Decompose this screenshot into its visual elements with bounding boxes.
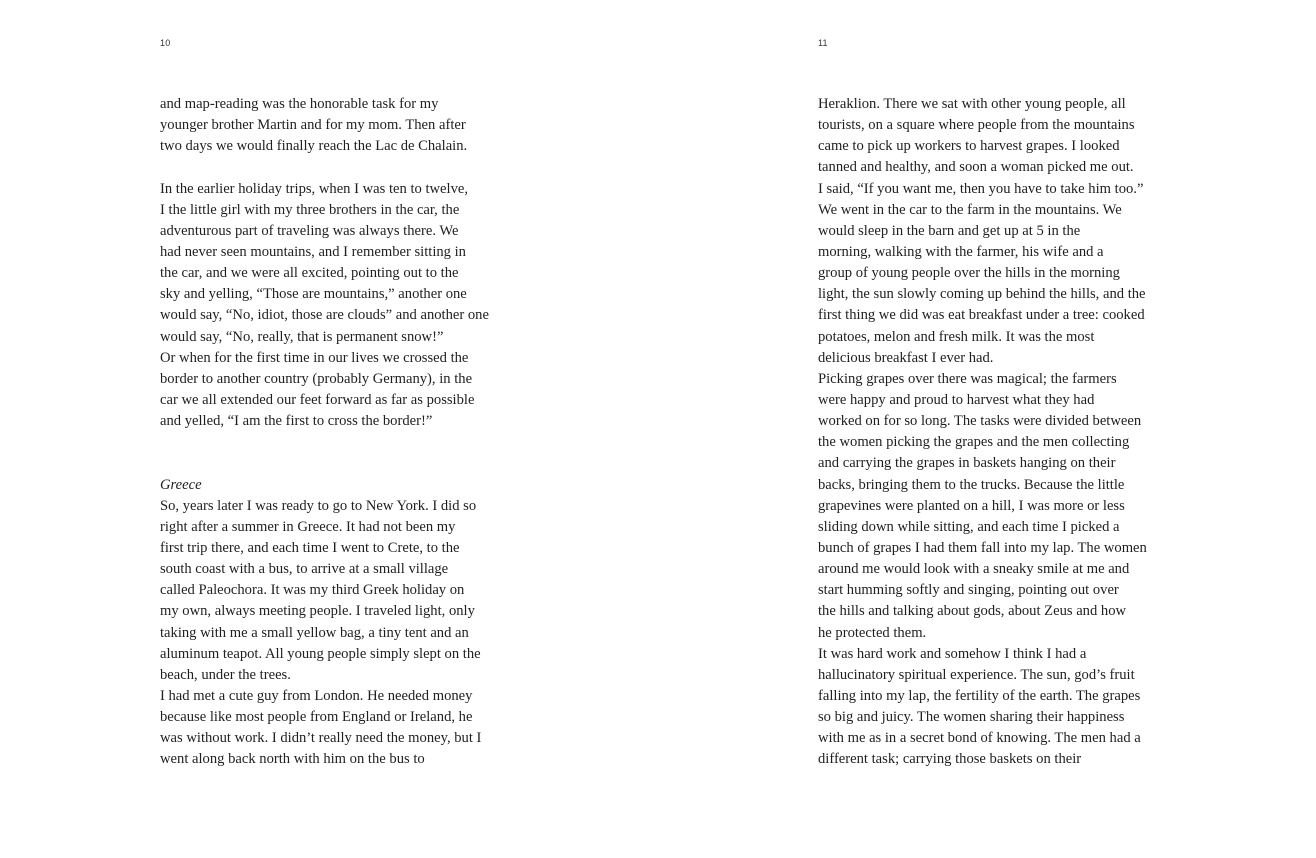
text-line: adventurous part of traveling was always there. We: [160, 222, 459, 239]
text-line: bunch of grapes I had them fall into my lap. The women: [818, 539, 1147, 556]
section-heading: Greece: [160, 476, 202, 493]
text-line: So, years later I was ready to go to New York. I did so: [160, 497, 477, 514]
text-line: backs, bringing them to the trucks. Because the little: [818, 476, 1125, 493]
text-line: I had met a cute guy from London. He needed money: [160, 687, 473, 704]
text-line: first thing we did was eat breakfast under a tree: cooked: [818, 307, 1145, 324]
section-gap: [160, 432, 530, 474]
text-line: and yelled, “I am the first to cross the border!”: [160, 413, 433, 430]
text-line: my own, always meeting people. I traveled light, only: [160, 603, 475, 620]
text-line: hallucinatory spiritual experience. The sun, god’s fruit: [818, 666, 1135, 683]
text-line: came to pick up workers to harvest grapes. I looked: [818, 138, 1120, 155]
text-line: tanned and healthy, and soon a woman picked me out.: [818, 159, 1134, 176]
text-line: so big and juicy. The women sharing their happiness: [818, 709, 1125, 726]
text-line: car we all extended our feet forward as far as possible: [160, 391, 475, 408]
text-line: south coast with a bus, to arrive at a small village: [160, 561, 449, 578]
text-line: was without work. I didn’t really need the money, but I: [160, 730, 482, 747]
text-line: aluminum teapot. All young people simply slept on the: [160, 645, 481, 662]
text-line: first trip there, and each time I went to Crete, to the: [160, 539, 460, 556]
text-line: It was hard work and somehow I think I had a: [818, 645, 1087, 662]
text-line: Picking grapes over there was magical; the farmers: [818, 370, 1117, 387]
text-line: potatoes, melon and fresh milk. It was the most: [818, 328, 1095, 345]
paragraph-gap: [160, 157, 530, 178]
text-line: because like most people from England or Ireland, he: [160, 709, 473, 726]
text-line: delicious breakfast I ever had.: [818, 349, 994, 366]
text-line: the car, and we were all excited, pointing out to the: [160, 265, 459, 282]
text-line: In the earlier holiday trips, when I was ten to twelve,: [160, 180, 468, 197]
text-line: I said, “If you want me, then you have to take him too.”: [818, 180, 1144, 197]
text-line: had never seen mountains, and I remember sitting in: [160, 243, 466, 260]
text-line: sliding down while sitting, and each time I picked a: [818, 518, 1120, 535]
text-line: start humming softly and singing, pointing out over: [818, 582, 1119, 599]
text-line: he protected them.: [818, 624, 927, 641]
text-line: Or when for the first time in our lives we crossed the: [160, 349, 469, 366]
text-line: with me as in a secret bond of knowing. The men had a: [818, 730, 1141, 747]
text-line: would sleep in the barn and get up at 5 in the: [818, 222, 1081, 239]
text-line: called Paleochora. It was my third Greek holiday on: [160, 582, 465, 599]
text-line: went along back north with him on the bus to: [160, 751, 425, 768]
text-line: light, the sun slowly coming up behind the hills, and the: [818, 286, 1146, 303]
text-line: We went in the car to the farm in the mountains. We: [818, 201, 1122, 218]
text-line: would say, “No, really, that is permanent snow!”: [160, 328, 444, 345]
text-line: grapevines were planted on a hill, I was more or less: [818, 497, 1125, 514]
text-line: morning, walking with the farmer, his wife and a: [818, 243, 1104, 260]
text-line: group of young people over the hills in the morning: [818, 265, 1120, 282]
text-line: tourists, on a square where people from the mountains: [818, 117, 1135, 134]
text-line: the hills and talking about gods, about Zeus and how: [818, 603, 1127, 620]
page-number-left: 10: [160, 38, 171, 48]
text-line: around me would look with a sneaky smile at me and: [818, 561, 1130, 578]
text-line: I the little girl with my three brothers in the car, the: [160, 201, 460, 218]
text-line: worked on for so long. The tasks were divided between: [818, 413, 1142, 430]
text-line: younger brother Martin and for my mom. Then after: [160, 117, 466, 134]
text-line: taking with me a small yellow bag, a tiny tent and an: [160, 624, 469, 641]
text-line: beach, under the trees.: [160, 666, 291, 683]
text-line: and carrying the grapes in baskets hanging on their: [818, 455, 1116, 472]
text-line: falling into my lap, the fertility of the earth. The grapes: [818, 687, 1141, 704]
text-line: right after a summer in Greece. It had not been my: [160, 518, 456, 535]
text-line: Heraklion. There we sat with other young people, all: [818, 96, 1126, 112]
text-line: and map-reading was the honorable task for my: [160, 96, 439, 112]
right-page-text: [818, 94, 1188, 771]
text-line: would say, “No, idiot, those are clouds” and another one: [160, 307, 489, 324]
text-line: the women picking the grapes and the men collecting: [818, 434, 1130, 451]
page-number-right: 11: [818, 38, 828, 48]
text-line: sky and yelling, “Those are mountains,” another one: [160, 286, 467, 303]
text-line: two days we would finally reach the Lac de Chalain.: [160, 138, 468, 155]
text-line: were happy and proud to harvest what they had: [818, 391, 1095, 408]
text-line: border to another country (probably Germany), in the: [160, 370, 473, 387]
left-page-text: [160, 94, 530, 771]
text-line: different task; carrying those baskets on their: [818, 751, 1082, 768]
right-page: [658, 0, 1316, 858]
